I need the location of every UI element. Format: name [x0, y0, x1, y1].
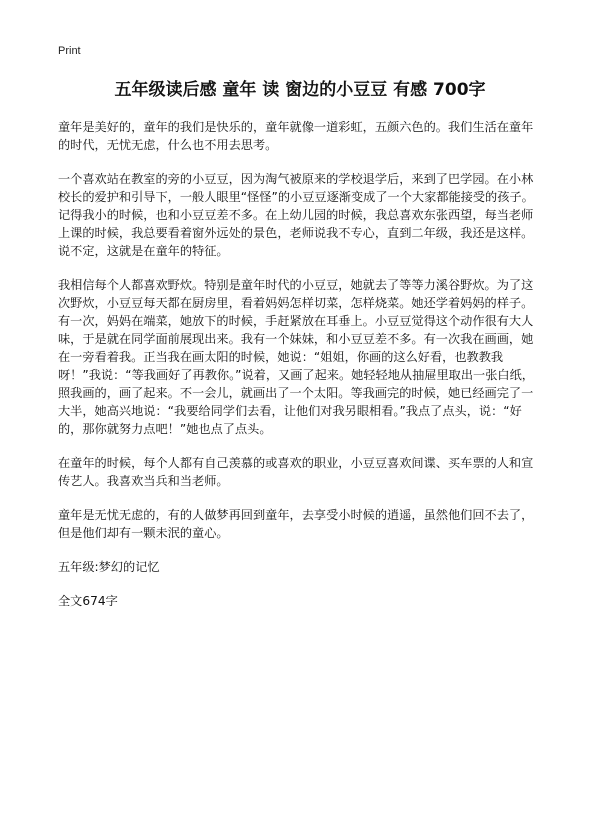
print-link[interactable]: Print: [58, 45, 81, 57]
paragraph-1: 童年是美好的，童年的我们是快乐的，童年就像一道彩虹，五颜六色的。我们生活在童年的时代，无忧无虑，什么也不用去思考。: [58, 120, 534, 152]
paragraph-3: 我相信每个人都喜欢野炊。特别是童年时代的小豆豆，她就去了等等力溪谷野炊。为了这次野炊，小豆豆每天都在厨房里，看着妈妈怎样切菜，怎样烧菜。她还学着妈妈的样子。有一次，妈妈在端菜，她放下的时候，手赶紧放在耳垂上。小豆豆觉得这个动作很有大人味，于是就在同学面前展现出来。我有一个妹妹，和小豆豆差不多。有一次我在画画，她在一旁看着我。正当我在画太阳的时候，她说：“姐姐，你画的这么好看，也教教我呀！”我说：“等我画好了再教你。”说着，又画了起来。她轻轻地从抽屉里取出一张白纸，照我画的，画了起来。不一会儿，就画出了一个太阳。等我画完的时候，她已经画完了一大半，她高兴地说：“我要给同学们去看，让他们对我另眼相看。”我点了点头，说：“好的，那你就努力点吧！”她也点了点头。: [58, 278, 534, 436]
document-title: 五年级读后感 童年 读 窗边的小豆豆 有感 700字: [114, 80, 486, 100]
paragraph-5: 童年是无忧无虑的，有的人做梦再回到童年，去享受小时候的逍遥，虽然他们回不去了，但是他们却有一颗未泯的童心。: [58, 508, 534, 540]
word-count: 全文674字: [58, 594, 118, 608]
paragraph-4: 在童年的时候，每个人都有自己羡慕的或喜欢的职业，小豆豆喜欢间谍、买车票的人和宣传艺人。我喜欢当兵和当老师。: [58, 456, 534, 488]
author-signature: 五年级:梦幻的记忆: [58, 560, 160, 574]
paragraph-2: 一个喜欢站在教室的旁的小豆豆，因为淘气被原来的学校退学后，来到了巴学园。在小林校长的爱护和引导下，一般人眼里“怪怪”的小豆豆逐渐变成了一个大家都能接受的孩子。记得我小的时候，也和小豆豆差不多。在上幼儿园的时候，我总喜欢东张西望，每当老师上课的时候，我总要看着窗外远处的景色，老师说我不专心，直到二年级，我还是这样。说不定，这就是在童年的特征。: [58, 172, 534, 258]
